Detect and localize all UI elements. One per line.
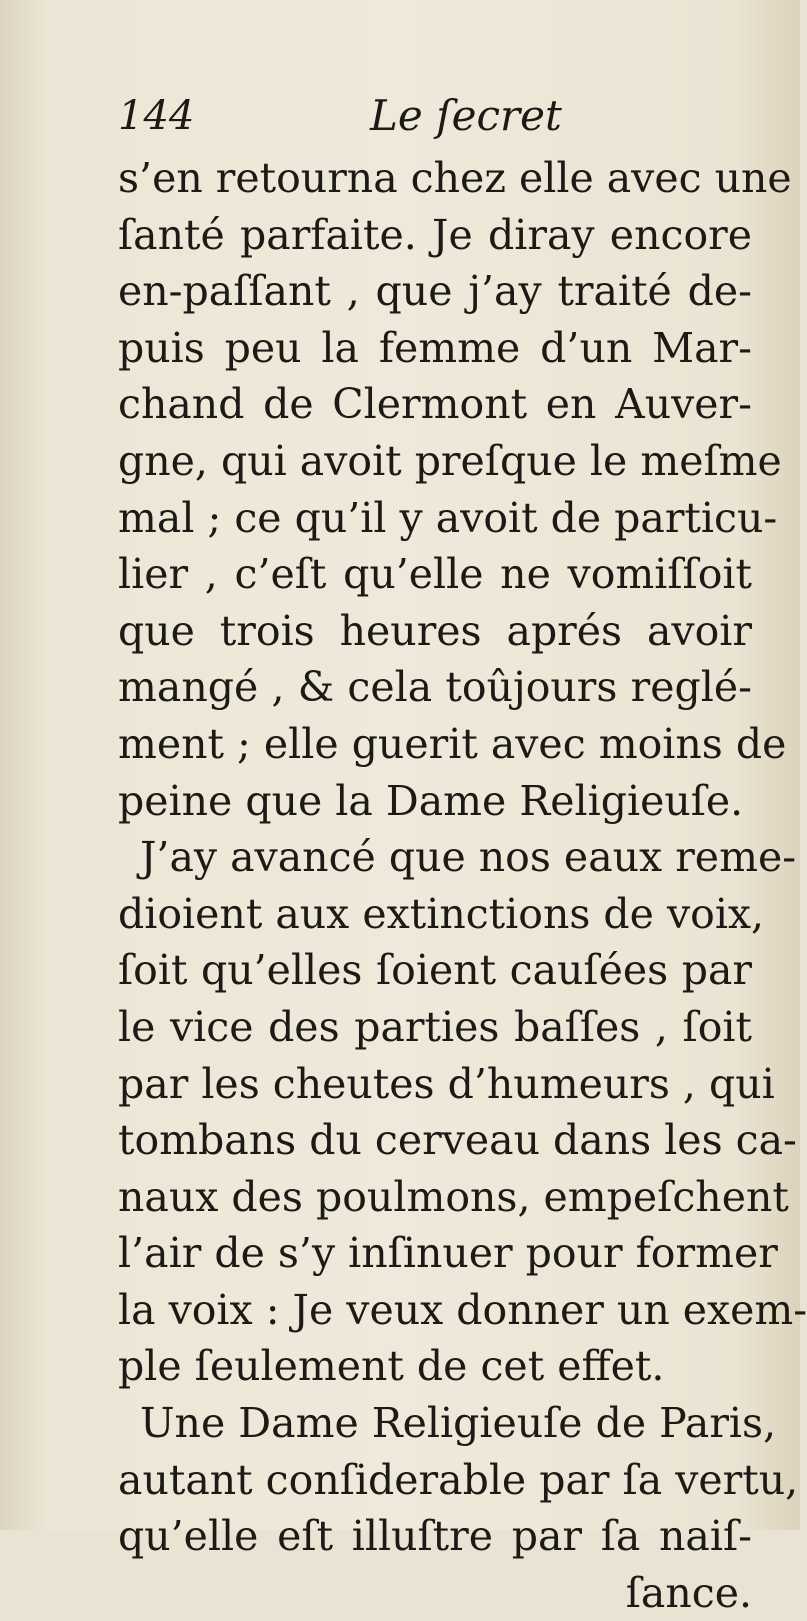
text-line: ſanté parfaite. Je diray encore — [118, 210, 752, 259]
paragraph-end-line: ple ſeulement de cet effet. — [118, 1342, 665, 1391]
text-line: mal ; ce qu’il y avoit de particu- — [118, 493, 778, 542]
text-line: s’en retourna chez elle avec une — [118, 154, 792, 202]
body-text — [118, 150, 807, 1621]
text-line: lier , c’eſt qu’elle ne vomiſſoit — [118, 550, 752, 599]
page-number: 144 — [118, 93, 195, 139]
text-line: en-paſſant , que j’ay traité de- — [118, 267, 752, 316]
text-line: gne, qui avoit preſque le meſme — [118, 436, 782, 485]
text-line: qu’elle eſt illuſtre par ſa naiſ- — [118, 1512, 752, 1561]
paragraph-start-line: J’ay avancé que nos eaux reme- — [140, 833, 797, 882]
catchword: ſance. — [625, 1568, 752, 1617]
page-header — [118, 86, 562, 146]
text-line: ment ; elle guerit avec moins de — [118, 719, 787, 768]
paragraph-start-line: Une Dame Religieuſe de Paris, — [140, 1399, 777, 1448]
text-line: dioient aux extinctions de voix, — [118, 889, 765, 938]
text-line: naux des poulmons, empeſchent — [118, 1172, 789, 1221]
text-line: puis peu la femme d’un Mar- — [118, 323, 752, 372]
text-line: par les cheutes d’humeurs , qui — [118, 1059, 775, 1108]
text-line: que trois heures aprés avoir — [118, 606, 752, 655]
text-line: chand de Clermont en Auver- — [118, 380, 752, 429]
text-line: autant conſiderable par ſa vertu, — [118, 1455, 799, 1504]
text-line: le vice des parties baſſes , ſoit — [118, 1002, 752, 1051]
running-head: Le ſecret — [370, 91, 562, 140]
text-line: la voix : Je veux donner un exem- — [118, 1285, 807, 1334]
text-line: tombans du cerveau dans les ca- — [118, 1116, 797, 1165]
paragraph-end-line: peine que la Dame Religieuſe. — [118, 776, 744, 825]
text-line: ſoit qu’elles ſoient cauſées par — [118, 946, 752, 995]
text-line: mangé , & cela toûjours reglé- — [118, 663, 752, 712]
text-line: l’air de s’y inſinuer pour former — [118, 1229, 778, 1278]
